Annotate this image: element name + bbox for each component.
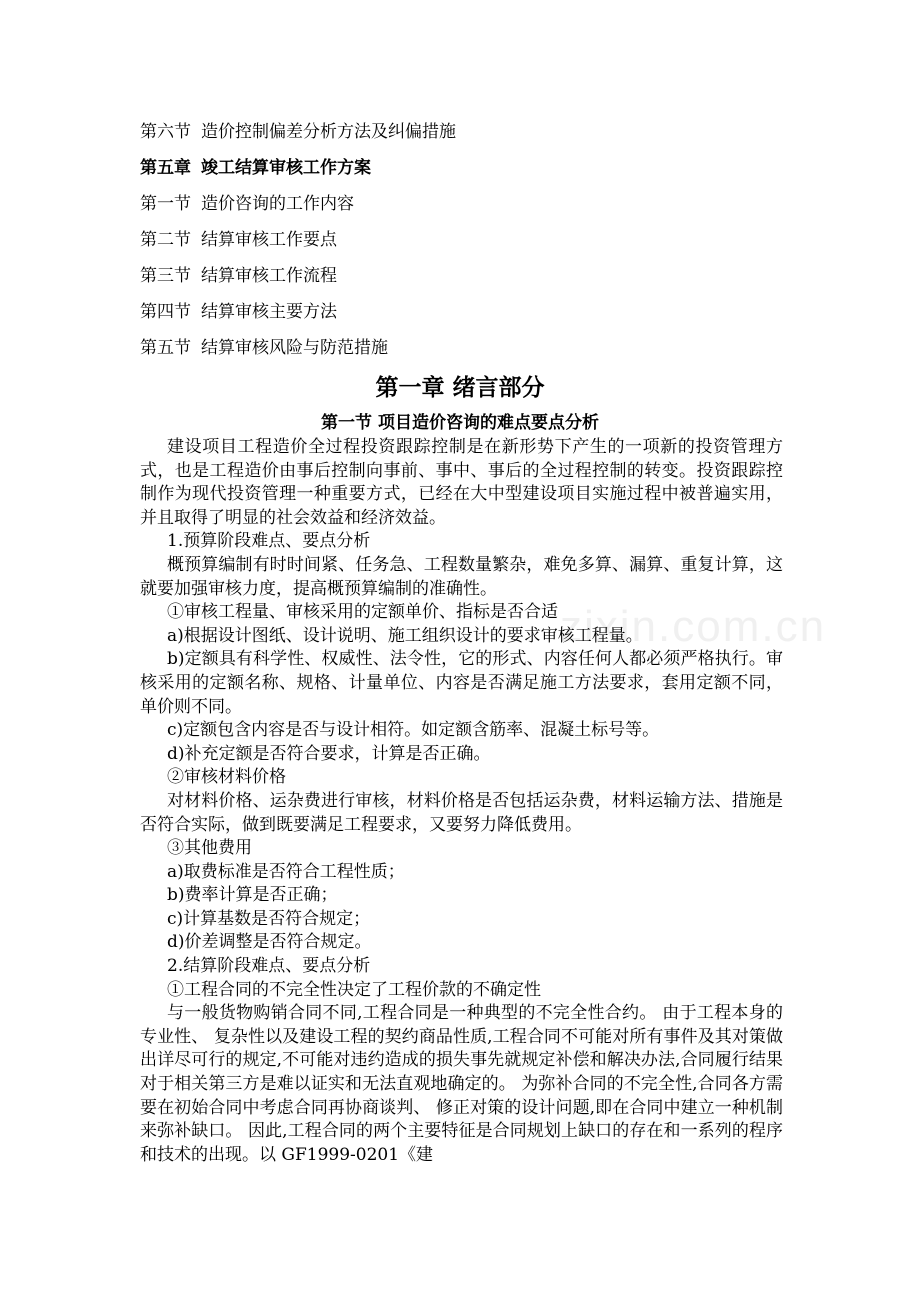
list-item: ①审核工程量、审核采用的定额单价、指标是否合适: [167, 602, 558, 623]
toc-item-number: 第五章: [140, 158, 191, 178]
paragraph: 与一般货物购销合同不同,工程合同是一种典型的不完全性合约。 由于工程本身的专业性、 复杂性以及建设工程的契约商品性质,工程合同不可能对所有事件及其对策做出详尽可行的规定,不可能对违约造成的损失事先就规定补偿和解决办法,合同履行结果对于相关第三方是难以证实和无法直观地确定的。 为弥补合同的不完全性,合同各方需要在初始合同中考虑合同再协商谈判、 修正对策的设计问题,即在合同中建立一种机制来弥补缺口。 因此,工程合同的两个主要特征是合同规划上缺口的存在和一系列的程序和技术的出现。以 GF1999-0201《建: [140, 1003, 783, 1165]
toc-item-title: 结算审核风险与防范措施: [201, 338, 388, 358]
list-item: ②审核材料价格: [167, 767, 286, 788]
subheading: 2.结算阶段难点、要点分析: [167, 956, 371, 977]
list-item: c)定额包含内容是否与设计相符。如定额含筋率、混凝土标号等。: [167, 720, 660, 741]
toc-item-number: 第四节: [140, 302, 191, 322]
toc-item[interactable]: [140, 258, 800, 294]
toc-item-title: 造价控制偏差分析方法及纠偏措施: [201, 122, 456, 142]
table-of-contents: [140, 114, 800, 366]
chapter-title: 第一章 绪言部分: [375, 374, 545, 401]
toc-item-number: 第二节: [140, 230, 191, 250]
toc-item[interactable]: [140, 330, 800, 366]
list-item: ①工程合同的不完全性决定了工程价款的不确定性: [167, 979, 541, 1000]
list-item: a)根据设计图纸、设计说明、施工组织设计的要求审核工程量。: [167, 625, 643, 646]
list-item: b)定额具有科学性、权威性、法令性，它的形式、内容任何人都必须严格执行。审核采用的定额名称、规格、计量单位、内容是否满足施工方法要求，套用定额不同，单价则不同。: [140, 649, 783, 717]
toc-item-number: 第五节: [140, 338, 191, 358]
list-item: c)计算基数是否符合规定；: [167, 908, 371, 929]
watermark: zixin.com.cn: [560, 602, 827, 651]
toc-item-chapter[interactable]: [140, 150, 800, 186]
toc-item-title: 结算审核工作流程: [201, 266, 337, 286]
toc-item[interactable]: [140, 294, 800, 330]
toc-item-title: 竣工结算审核工作方案: [201, 158, 371, 178]
toc-item[interactable]: [140, 186, 800, 222]
paragraph: 对材料价格、运杂费进行审核，材料价格是否包括运杂费，材料运输方法、措施是否符合实际，做到既要满足工程要求，又要努力降低费用。: [140, 790, 783, 835]
body-text: [140, 436, 783, 1167]
toc-item-title: 结算审核工作要点: [201, 230, 337, 250]
toc-item-number: 第一节: [140, 194, 191, 214]
toc-item[interactable]: [140, 114, 800, 150]
toc-item-title: 结算审核主要方法: [201, 302, 337, 322]
toc-item-number: 第六节: [140, 122, 191, 142]
list-item: ③其他费用: [167, 838, 252, 859]
toc-item-number: 第三节: [140, 266, 191, 286]
paragraph: 建设项目工程造价全过程投资跟踪控制是在新形势下产生的一项新的投资管理方式，也是工程造价由事后控制向事前、事中、事后的全过程控制的转变。投资跟踪控制作为现代投资管理一种重要方式，已经在大中型建设项目实施过程中被普遍实用，并且取得了明显的社会效益和经济效益。: [140, 437, 783, 528]
list-item: b)费率计算是否正确；: [167, 885, 338, 906]
list-item: a)取费标准是否符合工程性质；: [167, 861, 405, 882]
subheading: 1.预算阶段难点、要点分析: [167, 531, 371, 552]
list-item: d)价差调整是否符合规定。: [167, 932, 372, 953]
paragraph: 概预算编制有时时间紧、任务急、工程数量繁杂，难免多算、漏算、重复计算，这就要加强审核力度，提高概预算编制的准确性。: [140, 554, 783, 599]
list-item: d)补充定额是否符合要求，计算是否正确。: [167, 743, 491, 764]
toc-item-title: 造价咨询的工作内容: [201, 194, 354, 214]
toc-item[interactable]: [140, 222, 800, 258]
section-title: 第一节 项目造价咨询的难点要点分析: [321, 413, 599, 433]
